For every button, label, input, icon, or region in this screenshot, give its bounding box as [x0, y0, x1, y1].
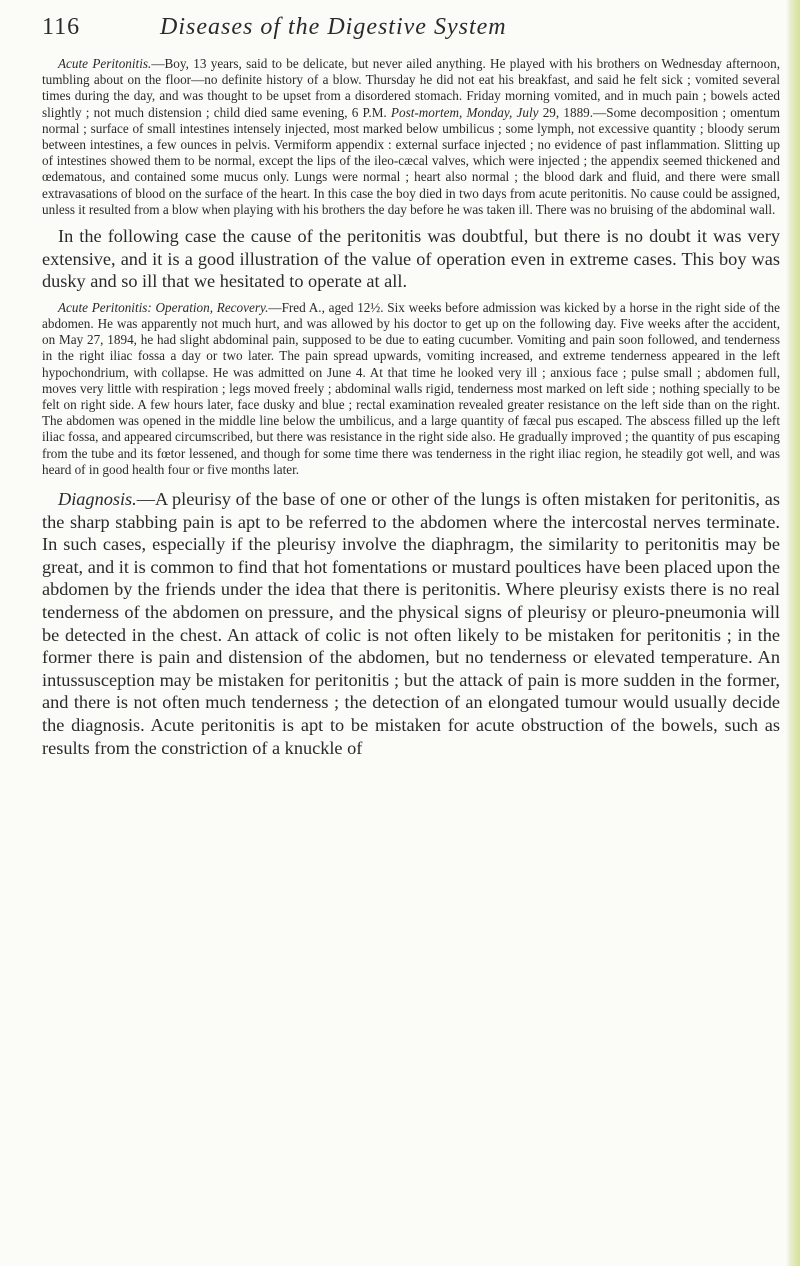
running-title: Diseases of the Digestive System — [160, 14, 507, 40]
page-header — [42, 14, 780, 54]
case-two-body: —Fred A., aged 12½. Six weeks before admission was kicked by a horse in the right side of the abdomen. He was apparently not much hurt, and was allowed by his doctor to get up on the following day. Five weeks after the accident, on May 27, 1894, he had slight abdominal pain, supposed to be due to eating cucumber. Vomiting and pain soon followed, and tenderness in the right iliac fossa a day or two later. The pain spread upwards, vomiting increased, and extreme tenderness appeared in the left hypochondrium, with collapse. He was admitted on June 4. At that time he looked very ill ; anxious face ; pulse small ; abdomen full, moves very little with respiration ; legs moved freely ; abdominal walls rigid, tenderness most marked on left side ; nothing specially to be felt on right side. A few hours later, face dusky and blue ; rectal examination revealed greater resistance on the left side than on the right. The abdomen was opened in the middle line below the umbilicus, and a large quantity of fæcal pus escaped. The abscess filled up the left iliac fossa, and appeared circumscribed, but there was resistance in the right side also. He gradually improved ; the quantity of pus escaping from the tube and its fœtor lessened, and though for some time there was tenderness in the right iliac region, he steadily got well, and was heard of in good health four or five months later. — [42, 299, 781, 477]
case-two-paragraph — [42, 300, 780, 478]
case-one-postmortem: Post-mortem, Monday, July — [390, 104, 539, 120]
case-one-paragraph — [42, 56, 780, 218]
case-one-heading: Acute Peritonitis. — [58, 56, 152, 71]
diagnosis-heading: Diagnosis. — [58, 489, 137, 510]
case-two-heading: Acute Peritonitis: Operation, Recovery. — [58, 299, 269, 315]
diagnosis-paragraph — [42, 488, 780, 759]
book-page — [42, 14, 780, 759]
diagnosis-body: —A pleurisy of the base of one or other of the lungs is often mistaken for peritonitis, as the sharp stabbing pain is apt to be referred to the abdomen where the intercostal nerves terminate. In such cases, especially if the pleurisy involve the diaphragm, the similarity to peritonitis may be great, and it is common to find that hot fomentations or mustard poultices have been placed upon the abdomen by the friends under the idea that there is peritonitis. Where pleurisy exists there is no real tenderness of the abdomen on pressure, and the physical signs of pleurisy or pleuro-pneumonia will be detected in the chest. An attack of colic is not often likely to be mistaken for peritonitis ; in the former there is pain and distension of the abdomen, but no tenderness or elevated temperature. An intussusception may be mistaken for peritonitis ; but the attack of pain is more sudden in the former, and there is not often much tenderness ; the detection of an elongated tumour would usually decide the diagnosis. Acute peritonitis is apt to be mistaken for acute obstruction of the bowels, such as results from the constriction of a knuckle of — [42, 489, 780, 758]
page-edge-shadow — [786, 0, 800, 1266]
case-one-body-a: —Boy, 13 years, said to be delicate, but never ailed anything. He played with his brothers on Wednesday afternoon, tumbling about on the floor—no definite history of a blow. Thursday he did not eat his breakfast, and said he felt sick ; vomited several times during the day, and was thought to be upset from a disordered stomach. Friday morning vomited, and in much pain ; bowels acted slightly ; not much distension ; child died same evening, 6 P.M. — [42, 56, 781, 120]
commentary-paragraph: In the following case the cause of the peritonitis was doubtful, but there is no doubt it was very extensive, and it is a good illustration of the value of operation even in extreme cases. This boy was dusky and so ill that we hesitated to operate at all. — [42, 226, 780, 292]
page-number: 116 — [42, 14, 81, 40]
case-one-body-b: 29, 1889.—Some decomposition ; omentum normal ; surface of small intestines intensely injected, most marked below umbilicus ; some lymph, not excessive quantity ; bloody serum between intestines, a few ounces in pelvis. Vermiform appendix : external surface injected ; no evidence of past inflammation. Slitting up of intestines showed them to be normal, except the lips of the ileo-cæcal valves, which were injected ; the appendix seemed thickened and œdematous, and contained some mucus only. Lungs were normal ; heart also normal ; the blood dark and fluid, and there were small extravasations of blood on the surface of the heart. In this case the boy died in two days from acute peritonitis. No cause could be assigned, unless it resulted from a blow when playing with his brothers the day before he was taken ill. There was no bruising of the abdominal wall. — [42, 104, 781, 217]
